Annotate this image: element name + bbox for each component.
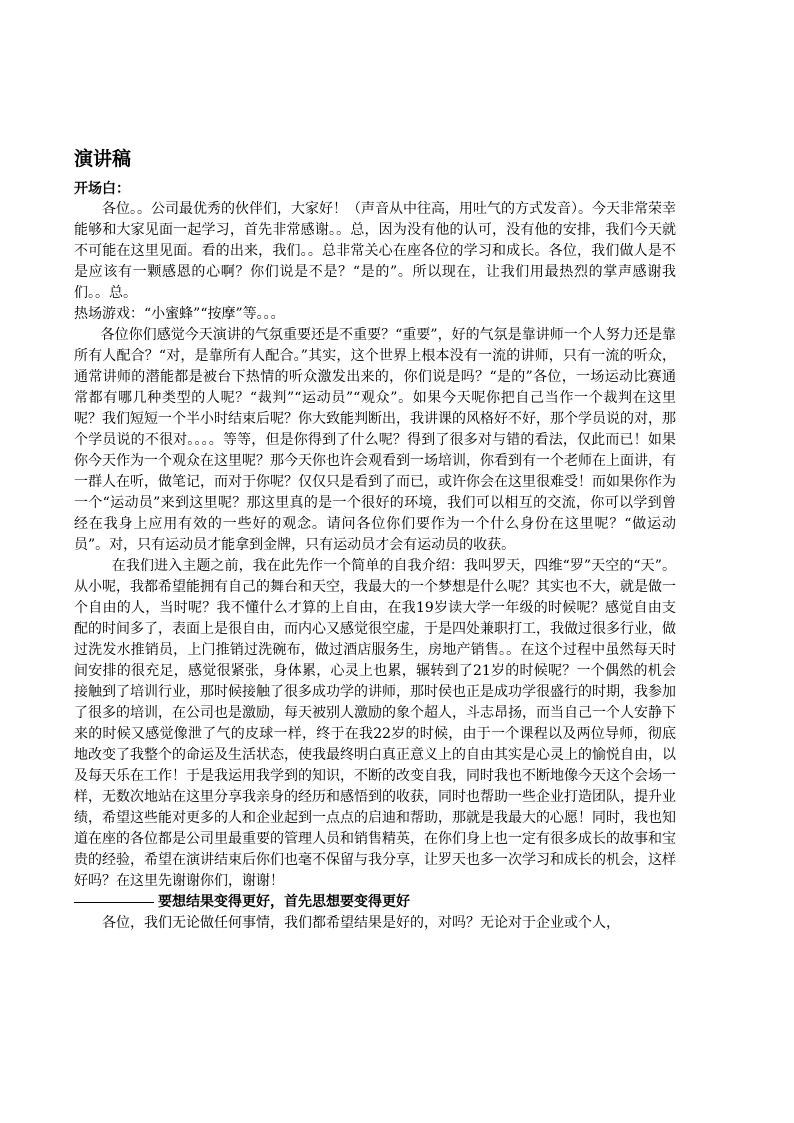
subheading-rule: [74, 902, 154, 903]
audience-role-paragraph: 各位你们感觉今天演讲的气氛重要还是不重要？“重要”，好的气氛是靠讲师一个人努力还是靠所有人配合？“对，是靠所有人配合。”其实，这个世界上根本没有一流的讲师，只有一流的听众，通常讲师的潜能都是被台下热情的听众激发出来的，你们说是吗？“是的”各位，一场运动比赛通常都有哪几种类型的人呢？“裁判”“运动员”“观众”。如果今天呢你把自己当作一个裁判在这里呢？我们短短一个半小时结束后呢？你大致能判断出，我讲课的风格好不好，那个学员说的对，那个学员说的不很对。。。。等等，但是你得到了什么呢？得到了很多对与错的看法，仅此而已！如果你今天作为一个观众在这里呢？那今天你也许会观看到一场培训，你看到有一个老师在上面讲，有一群人在听，做笔记，而对于你呢？仅仅只是看到了而已，或许你会在这里很难受！而如果你作为一个“运动员”来到这里呢？那这里真的是一个很好的环境，我们可以相互的交流，你可以学到曾经在我身上应用有效的一些好的观念。请问各位你们要作为一个什么身份在这里呢？“做运动员”。对，只有运动员才能拿到金牌，只有运动员才会有运动员的收获。: [74, 327, 676, 553]
self-introduction-paragraph: 在我们进入主题之前，我在此先作一个简单的自我介绍：我叫罗天，四维“罗”天空的“天”。从小呢，我都希望能拥有自己的舞台和天空，我最大的一个梦想是什么呢？其实也不大，就是做一个自由的人，当时呢？我不懂什么才算的上自由，在我19岁读大学一年级的时候呢？感觉自由支配的时间多了，表面上是很自由，而内心又感觉很空虚，于是四处兼职打工，我做过很多行业，做过洗发水推销员，上门推销过洗碗布，做过酒店服务生，房地产销售。。在这个过程中虽然每天时间安排的很充足，感觉很紧张，身体累，心灵上也累，辗转到了21岁的时候呢？一个偶然的机会接触到了培训行业，那时候接触了很多成功学的讲师，那时侯也正是成功学很盛行的时期，我参加了很多的培训，在公司也是激励，每天被别人激励的象个超人，斗志昂扬，而当自己一个人安静下来的时候又感觉像泄了气的皮球一样，终于在我22岁的时候，由于一个课程以及两位导师，彻底地改变了我整个的命运及生活状态，使我最终明白真正意义上的自由其实是心灵上的愉悦自由，以及每天乐在工作！于是我运用我学到的知识，不断的改变自我，同时我也不断地像今天这个会场一样，无数次地站在这里分享我亲身的经历和感悟到的收获，同时也帮助一些企业打造团队，提升业绩，希望这些能对更多的人和企业起到一点点的启迪和帮助，那就是我最大的心愿！同时，我也知道在座的各位都是公司里最重要的管理人员和销售精英，在你们身上也一定有很多成长的故事和宝贵的经验，希望在演讲结束后你们也毫不保留与我分享，让罗天也多一次学习和成长的机会，这样好吗？在这里先谢谢你们，谢谢！: [74, 558, 676, 889]
closing-paragraph: 各位，我们无论做任何事情，我们都希望结果是好的，对吗？无论对于企业或个人，: [102, 915, 620, 931]
section-subheading: [74, 892, 676, 913]
opening-paragraph: 各位。。公司最优秀的伙伴们，大家好！（声音从中往高，用吐气的方式发音）。今天非常荣幸能够和大家见面一起学习，首先非常感谢。。总，因为没有他的认可，没有他的安排，我们今天就不可能在这里见面。看的出来，我们。。总非常关心在座各位的学习和成长。各位，我们做人是不是应该有一颗感恩的心啊？你们说是不是？“是的”。所以现在，让我们用最热烈的掌声感谢我们。。总。: [74, 201, 676, 301]
opening-label: 开场白：: [74, 181, 130, 197]
subheading-text: 要想结果变得更好，首先思想要变得更好: [158, 894, 410, 910]
document-title: 演讲稿: [74, 148, 132, 170]
warmup-game-line: 热场游戏：“小蜜蜂”“按摩”等。。。: [74, 306, 285, 322]
document-page: [74, 146, 676, 934]
